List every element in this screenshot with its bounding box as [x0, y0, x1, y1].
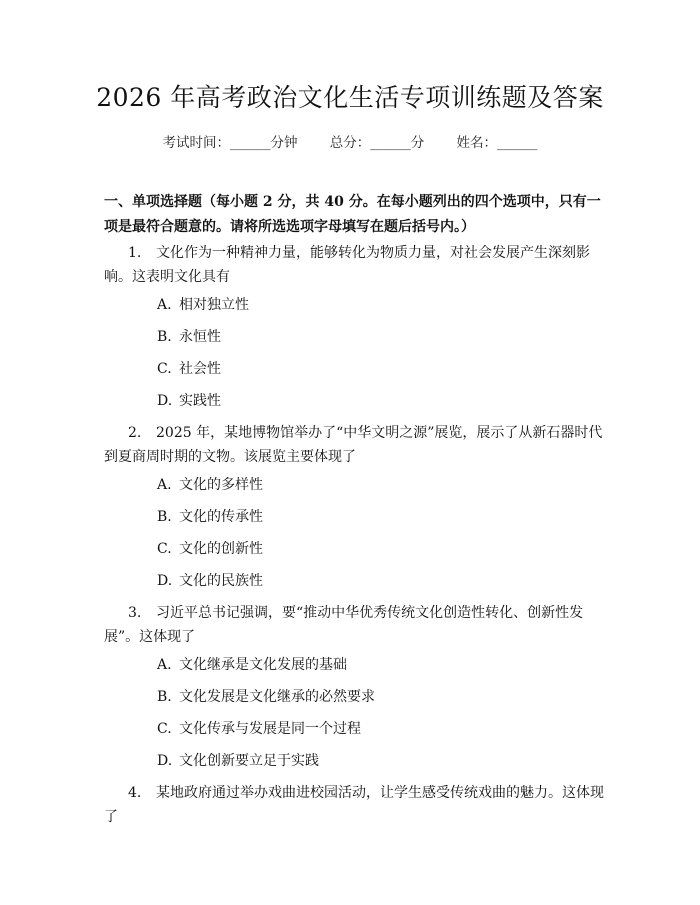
option-key: A.: [157, 657, 172, 673]
question-2: [104, 421, 604, 469]
question-text: 习近平总书记强调，要“推动中华优秀传统文化创造性转化、创新性发展”。这体现了: [104, 605, 584, 645]
option-key: A.: [157, 297, 172, 313]
option-key: B.: [157, 689, 172, 705]
option-key: B.: [157, 329, 172, 345]
option: [157, 751, 319, 771]
option: [157, 539, 263, 559]
question-text: 2025 年，某地博物馆举办了“中华文明之源”展览，展示了从新石器时代到夏商周时期的文物。该展览主要体现了: [104, 425, 603, 465]
option-text: 相对独立性: [179, 297, 249, 313]
question-1: [104, 241, 604, 289]
option-text: 实践性: [179, 393, 221, 409]
option-text: 文化传承与发展是同一个过程: [179, 721, 361, 737]
option: [157, 327, 221, 347]
option-text: 永恒性: [179, 329, 221, 345]
option-text: 文化的民族性: [179, 573, 263, 589]
option-key: B.: [157, 509, 172, 525]
exam-time: 考试时间：______分钟: [162, 135, 298, 151]
question-text: 某地政府通过举办戏曲进校园活动，让学生感受传统戏曲的魅力。这体现了: [104, 785, 604, 825]
student-name: 姓名：______: [456, 135, 538, 151]
option-key: A.: [157, 477, 172, 493]
option: [157, 295, 249, 315]
question-number: 4.: [128, 785, 142, 801]
document-title: 2026 年高考政治文化生活专项训练题及答案: [96, 83, 604, 112]
option-text: 社会性: [179, 361, 221, 377]
question-3: [104, 601, 604, 649]
option-text: 文化继承是文化发展的基础: [179, 657, 347, 673]
option-key: D.: [157, 753, 173, 769]
option-key: D.: [157, 393, 173, 409]
option: [157, 391, 221, 411]
total-score: 总分：______分: [329, 135, 425, 151]
section-heading: 一、单项选择题（每小题 2 分，共 40 分。在每小题列出的四个选项中，只有一项是最符合题意的。请将所选选项字母填写在题后括号内。）: [104, 194, 601, 235]
option-text: 文化的创新性: [179, 541, 263, 557]
option-key: C.: [157, 541, 172, 557]
question-number: 1.: [128, 245, 142, 261]
option: [157, 571, 263, 591]
option-text: 文化发展是文化继承的必然要求: [179, 689, 375, 705]
option-text: 文化的传承性: [179, 509, 263, 525]
option-key: C.: [157, 361, 172, 377]
question-number: 3.: [128, 605, 142, 621]
option: [157, 359, 221, 379]
question-number: 2.: [128, 425, 142, 441]
option-text: 文化的多样性: [179, 477, 263, 493]
option: [157, 507, 263, 527]
option-key: D.: [157, 573, 173, 589]
question-text: 文化作为一种精神力量，能够转化为物质力量，对社会发展产生深刻影响。这表明文化具有: [104, 245, 590, 285]
option: [157, 687, 375, 707]
option: [157, 475, 263, 495]
option-text: 文化创新要立足于实践: [179, 753, 319, 769]
exam-info-line: [0, 131, 700, 151]
question-4: [104, 781, 604, 829]
option: [157, 719, 361, 739]
option: [157, 655, 347, 675]
option-key: C.: [157, 721, 172, 737]
